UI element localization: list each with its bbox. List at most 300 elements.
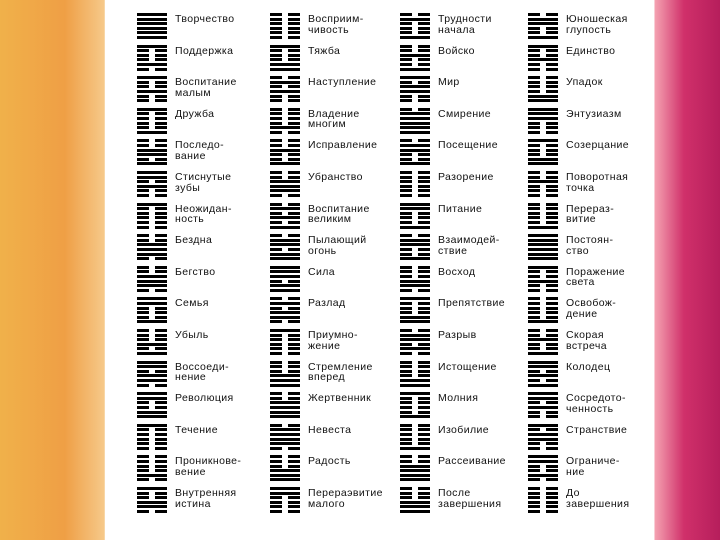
hexagram-entry xyxy=(137,43,272,74)
yang-line xyxy=(400,149,430,152)
yang-line xyxy=(137,501,167,504)
yang-line xyxy=(137,149,167,152)
hexagram-icon xyxy=(137,45,167,72)
hexagram-entry xyxy=(270,11,405,42)
hexagram-entry xyxy=(528,169,663,200)
yin-line xyxy=(270,352,300,355)
yin-line xyxy=(137,49,167,52)
hexagram-icon xyxy=(137,108,167,135)
yin-line xyxy=(270,465,300,468)
yin-line xyxy=(270,158,300,161)
yin-line xyxy=(400,221,430,224)
yin-line xyxy=(270,194,300,197)
yang-line xyxy=(528,438,558,441)
yin-line xyxy=(270,510,300,513)
yin-line xyxy=(137,370,167,373)
yang-line xyxy=(528,384,558,387)
yin-line xyxy=(270,307,300,310)
yang-line xyxy=(400,392,430,395)
hexagram-name: Воспитание малым xyxy=(175,76,237,99)
yang-line xyxy=(400,469,430,472)
hexagram-name: Радость xyxy=(308,455,351,468)
yin-line xyxy=(137,496,167,499)
yang-line xyxy=(270,438,300,441)
yang-line xyxy=(528,158,558,161)
yin-line xyxy=(137,189,167,192)
yang-line xyxy=(528,239,558,242)
yang-line xyxy=(400,284,430,287)
yin-line xyxy=(270,221,300,224)
hexagram-entry xyxy=(137,169,272,200)
yang-line xyxy=(137,411,167,414)
hexagram-icon xyxy=(400,139,430,166)
yang-line xyxy=(270,90,300,93)
yin-line xyxy=(137,216,167,219)
yin-line xyxy=(137,438,167,441)
yin-line xyxy=(400,275,430,278)
yin-line xyxy=(400,401,430,404)
yin-line xyxy=(270,31,300,34)
hexagram-name: Воссоеди- нение xyxy=(175,360,229,384)
hexagram-icon xyxy=(400,203,430,230)
yin-line xyxy=(270,392,300,395)
hexagram-icon xyxy=(400,76,430,103)
hexagram-icon xyxy=(270,13,300,40)
hexagram-entry xyxy=(400,169,535,200)
hexagram-name: Стиснутые зубы xyxy=(175,171,232,194)
yang-line xyxy=(400,122,430,125)
hexagram-icon xyxy=(528,108,558,135)
yin-line xyxy=(528,415,558,418)
yin-line xyxy=(528,31,558,34)
hexagram-entry xyxy=(270,422,405,453)
hexagram-entry xyxy=(528,11,663,42)
yin-line xyxy=(528,284,558,287)
hexagram-entry xyxy=(137,485,272,516)
yang-line xyxy=(137,379,167,382)
yang-line xyxy=(528,374,558,377)
yang-line xyxy=(137,45,167,48)
table-row xyxy=(105,74,654,106)
yin-line xyxy=(528,347,558,350)
yin-line xyxy=(400,63,430,66)
yang-line xyxy=(528,139,558,142)
yin-line xyxy=(137,401,167,404)
yin-line xyxy=(137,289,167,292)
yang-line xyxy=(270,257,300,260)
yin-line xyxy=(400,176,430,179)
hexagram-name: Освобож- дение xyxy=(566,297,617,320)
yang-line xyxy=(270,406,300,409)
yin-line xyxy=(137,347,167,350)
yin-line xyxy=(400,406,430,409)
yang-line xyxy=(270,329,300,332)
yin-line xyxy=(400,189,430,192)
hexagram-entry xyxy=(400,422,535,453)
yin-line xyxy=(137,122,167,125)
yin-line xyxy=(400,234,430,237)
hexagram-name: Семья xyxy=(175,297,209,310)
hexagram-name: Неожидан- ность xyxy=(175,202,232,226)
yin-line xyxy=(137,334,167,337)
hexagram-icon xyxy=(270,424,300,451)
hexagram-entry xyxy=(528,327,663,358)
yin-line xyxy=(137,469,167,472)
yin-line xyxy=(137,54,167,57)
yang-line xyxy=(400,379,430,382)
yang-line xyxy=(528,266,558,269)
hexagram-name: Разрыв xyxy=(438,329,477,341)
yang-line xyxy=(270,411,300,414)
hexagram-name: Тяжба xyxy=(308,44,341,57)
yang-line xyxy=(137,275,167,278)
hexagram-name: Последо- вание xyxy=(175,139,225,162)
yang-line xyxy=(137,248,167,251)
hexagram-name: Разлад xyxy=(308,297,346,310)
yin-line xyxy=(270,496,300,499)
hexagram-name: Поворотная точка xyxy=(566,171,629,194)
yang-line xyxy=(270,469,300,472)
yang-line xyxy=(270,275,300,278)
yin-line xyxy=(400,216,430,219)
yang-line xyxy=(137,243,167,246)
yin-line xyxy=(528,442,558,445)
yin-line xyxy=(137,95,167,98)
yin-line xyxy=(137,442,167,445)
yin-line xyxy=(137,239,167,242)
yang-line xyxy=(137,13,167,16)
yin-line xyxy=(400,438,430,441)
hexagram-icon xyxy=(270,76,300,103)
hexagram-name: Воспитание великим xyxy=(308,202,370,226)
yang-line xyxy=(270,474,300,477)
yin-line xyxy=(528,221,558,224)
yin-line xyxy=(528,275,558,278)
yang-line xyxy=(270,126,300,129)
yin-line xyxy=(400,45,430,48)
yang-line xyxy=(400,203,430,206)
hexagram-icon xyxy=(137,171,167,198)
yin-line xyxy=(528,510,558,513)
yang-line xyxy=(270,415,300,418)
table-row xyxy=(105,485,654,517)
hexagram-name: После завершения xyxy=(438,487,502,510)
yang-line xyxy=(528,226,558,229)
yang-line xyxy=(270,180,300,183)
hexagram-icon xyxy=(270,139,300,166)
yin-line xyxy=(270,36,300,39)
yin-line xyxy=(270,18,300,21)
yang-line xyxy=(137,320,167,323)
yin-line xyxy=(400,139,430,142)
yin-line xyxy=(270,58,300,61)
yang-line xyxy=(528,320,558,323)
hexagram-icon xyxy=(137,329,167,356)
yin-line xyxy=(528,149,558,152)
hexagram-table xyxy=(105,0,654,532)
yin-line xyxy=(400,492,430,495)
yin-line xyxy=(528,289,558,292)
hexagram-name: Творчество xyxy=(175,13,235,25)
hexagram-entry xyxy=(270,74,405,105)
hexagram-icon xyxy=(400,266,430,293)
hexagram-icon xyxy=(400,329,430,356)
yang-line xyxy=(400,474,430,477)
yang-line xyxy=(400,447,430,450)
yin-line xyxy=(137,316,167,319)
table-row xyxy=(105,390,654,422)
yin-line xyxy=(270,76,300,79)
hexagram-icon xyxy=(270,203,300,230)
yang-line xyxy=(137,415,167,418)
yang-line xyxy=(137,76,167,79)
yang-line xyxy=(528,397,558,400)
yin-line xyxy=(400,496,430,499)
hexagram-name: Невеста xyxy=(308,423,352,436)
yin-line xyxy=(400,343,430,346)
hexagram-name: Трудности начала xyxy=(438,13,492,36)
yin-line xyxy=(400,158,430,161)
yang-line xyxy=(270,207,300,210)
hexagram-entry xyxy=(528,359,663,390)
hexagram-entry xyxy=(400,232,535,263)
hexagram-name: Поддержка xyxy=(175,44,234,57)
yang-line xyxy=(528,280,558,283)
hexagram-entry xyxy=(528,201,663,232)
yin-line xyxy=(400,424,430,427)
hexagram-icon xyxy=(270,329,300,356)
yang-line xyxy=(137,18,167,21)
table-row xyxy=(105,169,654,201)
yang-line xyxy=(400,505,430,508)
hexagram-icon xyxy=(528,13,558,40)
yin-line xyxy=(270,212,300,215)
yang-line xyxy=(270,442,300,445)
yin-line xyxy=(400,58,430,61)
hexagram-entry xyxy=(400,201,535,232)
hexagram-name: Пылающий огонь xyxy=(308,234,367,257)
table-row xyxy=(105,453,654,485)
hexagram-entry xyxy=(400,264,535,295)
yin-line xyxy=(137,158,167,161)
hexagram-entry xyxy=(528,74,663,105)
yang-line xyxy=(400,384,430,387)
hexagram-name: Смирение xyxy=(438,107,492,120)
table-row xyxy=(105,137,654,169)
hexagram-name: Энтузиазм xyxy=(566,107,622,120)
yin-line xyxy=(400,266,430,269)
hexagram-icon xyxy=(528,266,558,293)
hexagram-icon xyxy=(528,45,558,72)
yin-line xyxy=(528,153,558,156)
yin-line xyxy=(528,334,558,337)
yin-line xyxy=(528,329,558,332)
yang-line xyxy=(270,492,300,495)
yin-line xyxy=(400,13,430,16)
yin-line xyxy=(270,122,300,125)
yin-line xyxy=(137,117,167,120)
hexagram-entry xyxy=(137,264,272,295)
yin-line xyxy=(400,212,430,215)
yin-line xyxy=(400,27,430,30)
hexagram-icon xyxy=(528,487,558,514)
yin-line xyxy=(400,487,430,490)
yang-line xyxy=(400,347,430,350)
hexagram-entry xyxy=(528,453,663,484)
hexagram-name: Странствие xyxy=(566,423,628,436)
yang-line xyxy=(137,424,167,427)
hexagram-entry xyxy=(270,232,405,263)
yang-line xyxy=(400,297,430,300)
yang-line xyxy=(270,185,300,188)
yang-line xyxy=(400,280,430,283)
yang-line xyxy=(400,36,430,39)
yin-line xyxy=(400,171,430,174)
yin-line xyxy=(400,370,430,373)
yang-line xyxy=(137,361,167,364)
hexagram-entry xyxy=(270,390,405,421)
hexagram-entry xyxy=(137,201,272,232)
yin-line xyxy=(270,203,300,206)
yang-line xyxy=(137,284,167,287)
yin-line xyxy=(400,99,430,102)
yang-line xyxy=(270,384,300,387)
yin-line xyxy=(400,365,430,368)
hexagram-entry xyxy=(137,390,272,421)
yang-line xyxy=(528,180,558,183)
yin-line xyxy=(528,81,558,84)
table-row xyxy=(105,359,654,391)
hexagram-entry xyxy=(137,359,272,390)
yin-line xyxy=(270,139,300,142)
hexagram-name: Владение многим xyxy=(308,107,360,131)
yin-line xyxy=(270,112,300,115)
yin-line xyxy=(137,180,167,183)
table-row xyxy=(105,295,654,327)
yin-line xyxy=(270,176,300,179)
yin-line xyxy=(528,270,558,273)
hexagram-entry xyxy=(400,453,535,484)
table-row xyxy=(105,422,654,454)
hexagram-name: Перераэвитие малого xyxy=(308,487,383,510)
hexagram-entry xyxy=(400,390,535,421)
yin-line xyxy=(528,411,558,414)
yang-line xyxy=(137,171,167,174)
yin-line xyxy=(528,302,558,305)
hexagram-entry xyxy=(528,232,663,263)
hexagram-icon xyxy=(400,13,430,40)
yang-line xyxy=(528,36,558,39)
yang-line xyxy=(270,270,300,273)
yin-line xyxy=(137,99,167,102)
hexagram-entry xyxy=(270,453,405,484)
yin-line xyxy=(528,379,558,382)
yin-line xyxy=(528,76,558,79)
yin-line xyxy=(137,234,167,237)
hexagram-icon xyxy=(137,361,167,388)
yin-line xyxy=(137,311,167,314)
yang-line xyxy=(528,45,558,48)
hexagram-entry xyxy=(137,327,272,358)
yang-line xyxy=(270,433,300,436)
hexagram-entry xyxy=(137,74,272,105)
yin-line xyxy=(270,505,300,508)
yin-line xyxy=(270,13,300,16)
hexagram-name: Сосредото- ченность xyxy=(566,392,626,415)
yin-line xyxy=(528,122,558,125)
yang-line xyxy=(400,207,430,210)
yang-line xyxy=(270,289,300,292)
yang-line xyxy=(270,226,300,229)
hexagram-icon xyxy=(528,424,558,451)
yin-line xyxy=(270,171,300,174)
hexagram-entry xyxy=(270,106,405,137)
yang-line xyxy=(528,257,558,260)
hexagram-name: Течение xyxy=(175,423,218,436)
yang-line xyxy=(400,54,430,57)
yin-line xyxy=(137,510,167,513)
yin-line xyxy=(270,370,300,373)
yin-line xyxy=(270,460,300,463)
yang-line xyxy=(528,253,558,256)
hexagram-icon xyxy=(137,266,167,293)
yin-line xyxy=(137,338,167,341)
hexagram-icon xyxy=(270,108,300,135)
hexagram-name: Ограниче- ние xyxy=(566,455,620,478)
yang-line xyxy=(137,131,167,134)
hexagram-name: Скорая встреча xyxy=(566,329,607,352)
yang-line xyxy=(137,27,167,30)
yin-line xyxy=(400,374,430,377)
yin-line xyxy=(400,311,430,314)
yang-line xyxy=(528,365,558,368)
yang-line xyxy=(400,131,430,134)
hexagram-icon xyxy=(528,139,558,166)
hexagram-icon xyxy=(400,234,430,261)
hexagram-name: Бездна xyxy=(175,234,213,247)
yin-line xyxy=(137,478,167,481)
yang-line xyxy=(137,343,167,346)
yin-line xyxy=(528,370,558,373)
yin-line xyxy=(137,460,167,463)
yin-line xyxy=(270,117,300,120)
hexagram-icon xyxy=(400,361,430,388)
yang-line xyxy=(400,18,430,21)
hexagram-icon xyxy=(528,171,558,198)
yang-line xyxy=(528,433,558,436)
yin-line xyxy=(400,352,430,355)
hexagram-icon xyxy=(528,76,558,103)
hexagram-entry xyxy=(137,137,272,168)
hexagram-entry xyxy=(137,11,272,42)
yang-line xyxy=(400,226,430,229)
yin-line xyxy=(270,397,300,400)
yin-line xyxy=(137,433,167,436)
yin-line xyxy=(528,297,558,300)
yin-line xyxy=(270,447,300,450)
yin-line xyxy=(528,68,558,71)
yin-line xyxy=(400,81,430,84)
table-row xyxy=(105,327,654,359)
yin-line xyxy=(137,270,167,273)
yang-line xyxy=(528,392,558,395)
yin-line xyxy=(270,95,300,98)
yang-line xyxy=(270,189,300,192)
hexagram-name: Постоян- ство xyxy=(566,234,614,257)
yang-line xyxy=(528,474,558,477)
yang-line xyxy=(528,108,558,111)
hexagram-icon xyxy=(270,455,300,482)
